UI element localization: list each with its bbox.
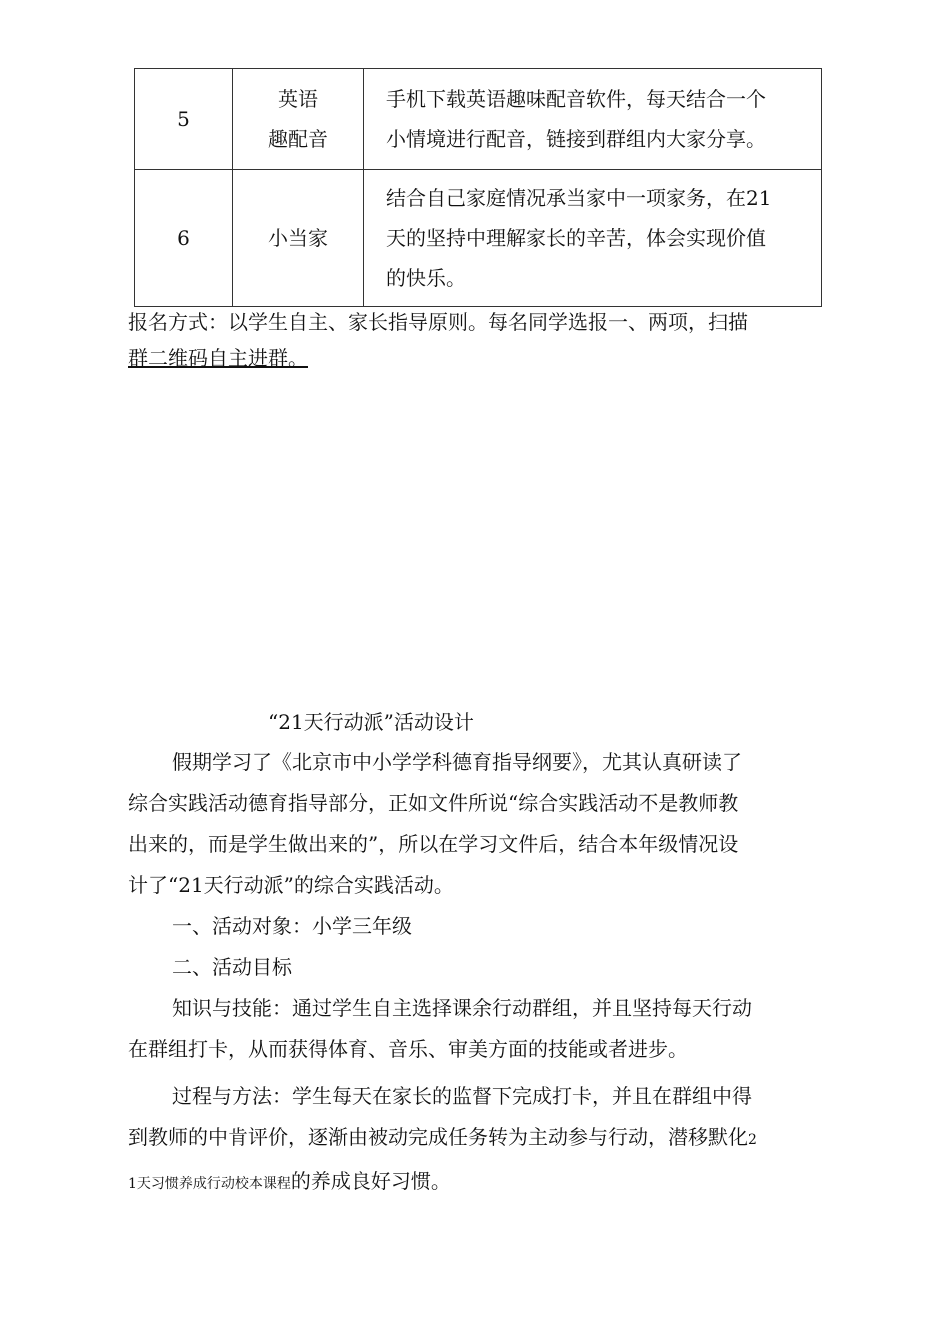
paragraph-line xyxy=(128,1161,833,1205)
paragraph-line: 二、活动目标 xyxy=(172,955,292,979)
table-row xyxy=(135,69,822,170)
signup-line-underlined: 群二维码自主进群。 xyxy=(128,346,308,370)
activity-name-line: 小当家 xyxy=(268,226,328,250)
paragraph-line xyxy=(128,1117,833,1161)
section-1-heading xyxy=(128,906,833,947)
paragraph-line: 在群组打卡，从而获得体育、音乐、审美方面的技能或者进步。 xyxy=(128,1037,688,1061)
activity-description xyxy=(364,170,822,307)
description-line: 手机下载英语趣味配音软件，每天结合一个 xyxy=(386,87,766,111)
activity-name-line: 趣配音 xyxy=(268,127,328,151)
description-line: 小情境进行配音，链接到群组内大家分享。 xyxy=(386,127,766,151)
table-row xyxy=(135,170,822,307)
description-line: 的快乐。 xyxy=(386,266,466,290)
paragraph-line: 综合实践活动德育指导部分，正如文件所说“综合实践活动不是教师教 xyxy=(128,791,739,815)
paragraph-line: 一、活动对象：小学三年级 xyxy=(172,914,412,938)
activity-description xyxy=(364,69,822,170)
section-2-heading xyxy=(128,947,833,988)
description-line: 结合自己家庭情况承当家中一项家务，在21 xyxy=(386,186,772,210)
paragraph-line: 计了“21天行动派”的综合实践活动。 xyxy=(128,873,454,897)
paragraph-line: 过程与方法：学生每天在家长的监督下完成打卡，并且在群组中得 xyxy=(172,1084,752,1108)
intro-paragraph xyxy=(128,742,833,906)
activity-name-line: 英语 xyxy=(278,87,318,111)
process-paragraph xyxy=(128,1076,833,1205)
signup-method xyxy=(128,304,833,376)
paragraph-text: 的养成良好习惯。 xyxy=(290,1169,451,1193)
paragraph-text: 到教师的中肯评价，逐渐由被动完成任务转为主动参与行动，潜移默化 xyxy=(128,1125,748,1149)
signup-line: 报名方式：以学生自主、家长指导原则。每名同学选报一、两项，扫描 xyxy=(128,310,748,334)
activity-table xyxy=(134,68,822,307)
description-line: 天的坚持中理解家长的辛苦，体会实现价值 xyxy=(386,226,766,250)
paragraph-small-text: 2 xyxy=(748,1132,757,1148)
paragraph-small-text: 1天习惯养成行动校本课程 xyxy=(128,1176,291,1192)
knowledge-paragraph xyxy=(128,988,833,1070)
activity-name xyxy=(233,69,364,170)
paragraph-line: 假期学习了《北京市中小学学科德育指导纲要》，尤其认真研读了 xyxy=(172,750,742,774)
section-title: “21天行动派”活动设计 xyxy=(268,710,474,734)
paragraph-line: 出来的，而是学生做出来的”，所以在学习文件后，结合本年级情况设 xyxy=(128,832,739,856)
row-number: 6 xyxy=(135,170,233,307)
row-number: 5 xyxy=(135,69,233,170)
paragraph-line: 知识与技能：通过学生自主选择课余行动群组，并且坚持每天行动 xyxy=(172,996,752,1020)
activity-name xyxy=(233,170,364,307)
